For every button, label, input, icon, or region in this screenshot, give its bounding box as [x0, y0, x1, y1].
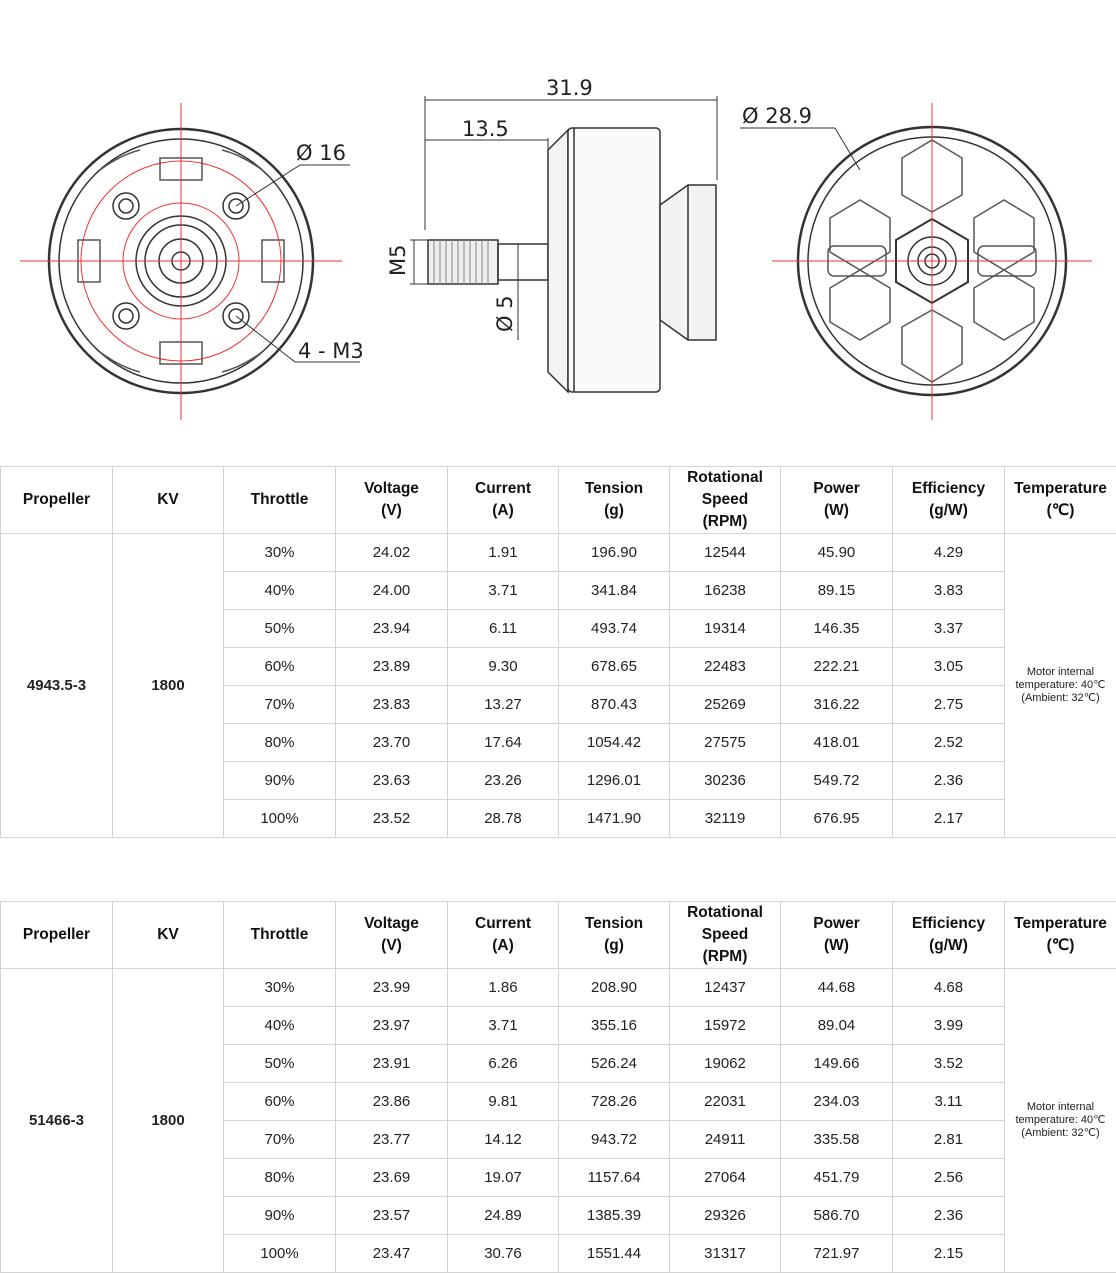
rpm-cell: 25269	[670, 686, 781, 724]
efficiency-cell: 3.37	[893, 610, 1005, 648]
tension-cell: 196.90	[559, 534, 670, 572]
temperature-note-line: Motor internal	[1026, 666, 1095, 678]
column-header	[113, 902, 224, 969]
header-label: Throttle	[250, 926, 309, 943]
tension-cell: 1471.90	[559, 800, 670, 838]
header-label: Voltage	[364, 915, 419, 932]
current-cell: 9.30	[448, 648, 559, 686]
header-label: Propeller	[22, 926, 91, 943]
voltage-cell: 23.97	[336, 1007, 448, 1045]
column-header	[781, 902, 893, 969]
column-header	[224, 467, 336, 534]
voltage-cell: 23.91	[336, 1045, 448, 1083]
throttle-cell: 30%	[224, 534, 336, 572]
power-cell: 335.58	[781, 1121, 893, 1159]
header-label: Throttle	[250, 491, 309, 508]
top-view	[740, 103, 1092, 420]
header-label: Temperature	[1014, 915, 1107, 932]
column-header	[559, 467, 670, 534]
power-cell: 586.70	[781, 1197, 893, 1235]
column-header	[224, 902, 336, 969]
rpm-cell: 30236	[670, 762, 781, 800]
efficiency-cell: 2.36	[893, 762, 1005, 800]
table-row	[1, 969, 1116, 1007]
header-unit: (A)	[492, 502, 514, 519]
kv-cell: 1800	[113, 534, 224, 838]
header-label: Efficiency	[911, 915, 986, 932]
throttle-cell: 90%	[224, 1197, 336, 1235]
voltage-cell: 23.99	[336, 969, 448, 1007]
power-cell: 44.68	[781, 969, 893, 1007]
tension-cell: 870.43	[559, 686, 670, 724]
power-cell: 549.72	[781, 762, 893, 800]
column-header	[893, 902, 1005, 969]
shaft-length-label: 13.5	[462, 117, 509, 141]
throttle-cell: 90%	[224, 762, 336, 800]
shaft-diameter-label: Ø 5	[493, 295, 517, 332]
efficiency-cell: 2.52	[893, 724, 1005, 762]
tension-cell: 678.65	[559, 648, 670, 686]
rpm-cell: 22483	[670, 648, 781, 686]
temperature-note-line: Motor internal	[1026, 1101, 1095, 1113]
column-header	[1, 902, 113, 969]
column-header	[893, 467, 1005, 534]
voltage-cell: 23.69	[336, 1159, 448, 1197]
header-label: KV	[157, 926, 179, 943]
header-unit: (℃)	[1046, 502, 1075, 519]
header-unit: (V)	[381, 502, 402, 519]
rpm-cell: 24911	[670, 1121, 781, 1159]
power-cell: 45.90	[781, 534, 893, 572]
voltage-cell: 24.00	[336, 572, 448, 610]
tension-cell: 1157.64	[559, 1159, 670, 1197]
rpm-cell: 12437	[670, 969, 781, 1007]
voltage-cell: 23.47	[336, 1235, 448, 1273]
current-cell: 3.71	[448, 1007, 559, 1045]
power-cell: 149.66	[781, 1045, 893, 1083]
header-unit: (g/W)	[929, 502, 968, 519]
efficiency-cell: 4.68	[893, 969, 1005, 1007]
column-header	[670, 902, 781, 969]
voltage-cell: 23.52	[336, 800, 448, 838]
temperature-cell	[1005, 534, 1116, 838]
current-cell: 28.78	[448, 800, 559, 838]
efficiency-cell: 3.05	[893, 648, 1005, 686]
efficiency-cell: 2.36	[893, 1197, 1005, 1235]
efficiency-cell: 3.52	[893, 1045, 1005, 1083]
temperature-note-line: temperature: 40℃	[1015, 1114, 1106, 1126]
rpm-cell: 27064	[670, 1159, 781, 1197]
power-cell: 146.35	[781, 610, 893, 648]
efficiency-cell: 2.56	[893, 1159, 1005, 1197]
header-label: Power	[813, 480, 860, 497]
power-cell: 451.79	[781, 1159, 893, 1197]
header-unit: (g/W)	[929, 937, 968, 954]
header-unit: (RPM)	[702, 513, 748, 530]
tension-cell: 1551.44	[559, 1235, 670, 1273]
power-cell: 89.15	[781, 572, 893, 610]
header-label: Temperature	[1014, 480, 1107, 497]
voltage-cell: 23.83	[336, 686, 448, 724]
tension-cell: 1054.42	[559, 724, 670, 762]
current-cell: 6.11	[448, 610, 559, 648]
rpm-cell: 15972	[670, 1007, 781, 1045]
voltage-cell: 23.70	[336, 724, 448, 762]
header-label: Efficiency	[911, 480, 986, 497]
voltage-cell: 23.63	[336, 762, 448, 800]
bell-diameter-label: Ø 28.9	[742, 104, 812, 128]
efficiency-cell: 3.11	[893, 1083, 1005, 1121]
power-cell: 89.04	[781, 1007, 893, 1045]
column-header	[336, 902, 448, 969]
current-cell: 13.27	[448, 686, 559, 724]
tension-cell: 208.90	[559, 969, 670, 1007]
throttle-cell: 50%	[224, 610, 336, 648]
throttle-cell: 60%	[224, 1083, 336, 1121]
power-cell: 222.21	[781, 648, 893, 686]
throttle-cell: 60%	[224, 648, 336, 686]
performance-table-2	[0, 901, 1116, 1273]
column-header	[448, 467, 559, 534]
efficiency-cell: 2.81	[893, 1121, 1005, 1159]
current-cell: 3.71	[448, 572, 559, 610]
propeller-cell: 51466-3	[1, 969, 113, 1273]
mount-circle-label: Ø 16	[296, 141, 346, 165]
throttle-cell: 30%	[224, 969, 336, 1007]
column-header	[1005, 467, 1116, 534]
table-row	[1, 534, 1116, 572]
column-header	[336, 467, 448, 534]
power-cell: 234.03	[781, 1083, 893, 1121]
tension-cell: 493.74	[559, 610, 670, 648]
current-cell: 24.89	[448, 1197, 559, 1235]
throttle-cell: 100%	[224, 1235, 336, 1273]
tension-cell: 728.26	[559, 1083, 670, 1121]
current-cell: 17.64	[448, 724, 559, 762]
rpm-cell: 29326	[670, 1197, 781, 1235]
propeller-cell: 4943.5-3	[1, 534, 113, 838]
header-unit: (℃)	[1046, 937, 1075, 954]
column-header	[670, 467, 781, 534]
voltage-cell: 23.86	[336, 1083, 448, 1121]
power-cell: 418.01	[781, 724, 893, 762]
throttle-cell: 80%	[224, 724, 336, 762]
throttle-cell: 80%	[224, 1159, 336, 1197]
voltage-cell: 24.02	[336, 534, 448, 572]
power-cell: 676.95	[781, 800, 893, 838]
efficiency-cell: 2.17	[893, 800, 1005, 838]
current-cell: 1.86	[448, 969, 559, 1007]
voltage-cell: 23.89	[336, 648, 448, 686]
tension-cell: 355.16	[559, 1007, 670, 1045]
column-header	[559, 902, 670, 969]
performance-table-1	[0, 466, 1116, 838]
tension-cell: 943.72	[559, 1121, 670, 1159]
temperature-cell	[1005, 969, 1116, 1273]
rpm-cell: 16238	[670, 572, 781, 610]
voltage-cell: 23.94	[336, 610, 448, 648]
efficiency-cell: 2.15	[893, 1235, 1005, 1273]
current-cell: 14.12	[448, 1121, 559, 1159]
rpm-cell: 27575	[670, 724, 781, 762]
header-label: Rotational Speed	[687, 904, 763, 943]
throttle-cell: 40%	[224, 1007, 336, 1045]
efficiency-cell: 3.83	[893, 572, 1005, 610]
rpm-cell: 19062	[670, 1045, 781, 1083]
tension-cell: 1296.01	[559, 762, 670, 800]
header-unit: (RPM)	[702, 948, 748, 965]
header-unit: (A)	[492, 937, 514, 954]
throttle-cell: 100%	[224, 800, 336, 838]
current-cell: 30.76	[448, 1235, 559, 1273]
motor-dimension-drawing	[0, 0, 1116, 440]
rpm-cell: 32119	[670, 800, 781, 838]
rpm-cell: 31317	[670, 1235, 781, 1273]
header-unit: (V)	[381, 937, 402, 954]
header-label: Current	[475, 915, 531, 932]
header-row	[1, 467, 1116, 534]
header-row	[1, 902, 1116, 969]
efficiency-cell: 2.75	[893, 686, 1005, 724]
column-header	[113, 467, 224, 534]
temperature-note-line: (Ambient: 32℃)	[1021, 1127, 1100, 1139]
rpm-cell: 22031	[670, 1083, 781, 1121]
column-header	[1005, 902, 1116, 969]
efficiency-cell: 4.29	[893, 534, 1005, 572]
throttle-cell: 70%	[224, 686, 336, 724]
temperature-note-line: (Ambient: 32℃)	[1021, 692, 1100, 704]
current-cell: 19.07	[448, 1159, 559, 1197]
kv-cell: 1800	[113, 969, 224, 1273]
voltage-cell: 23.77	[336, 1121, 448, 1159]
throttle-cell: 70%	[224, 1121, 336, 1159]
header-label: Tension	[584, 480, 644, 497]
overall-length-label: 31.9	[546, 76, 593, 100]
current-cell: 9.81	[448, 1083, 559, 1121]
header-label: Current	[475, 480, 531, 497]
temperature-note-line: temperature: 40℃	[1015, 679, 1106, 691]
voltage-cell: 23.57	[336, 1197, 448, 1235]
mount-holes-label: 4 - M3	[298, 339, 364, 363]
current-cell: 23.26	[448, 762, 559, 800]
column-header	[448, 902, 559, 969]
header-label: Rotational Speed	[687, 469, 763, 508]
rpm-cell: 12544	[670, 534, 781, 572]
tension-cell: 526.24	[559, 1045, 670, 1083]
header-label: Propeller	[22, 491, 91, 508]
side-view	[410, 96, 717, 392]
power-cell: 316.22	[781, 686, 893, 724]
efficiency-cell: 3.99	[893, 1007, 1005, 1045]
current-cell: 6.26	[448, 1045, 559, 1083]
throttle-cell: 50%	[224, 1045, 336, 1083]
tension-cell: 1385.39	[559, 1197, 670, 1235]
header-unit: (g)	[604, 502, 624, 519]
column-header	[781, 467, 893, 534]
header-label: Voltage	[364, 480, 419, 497]
tension-cell: 341.84	[559, 572, 670, 610]
header-label: KV	[157, 491, 179, 508]
header-unit: (W)	[824, 502, 849, 519]
current-cell: 1.91	[448, 534, 559, 572]
thread-label: M5	[386, 244, 410, 276]
header-unit: (g)	[604, 937, 624, 954]
header-unit: (W)	[824, 937, 849, 954]
column-header	[1, 467, 113, 534]
header-label: Tension	[584, 915, 644, 932]
power-cell: 721.97	[781, 1235, 893, 1273]
rpm-cell: 19314	[670, 610, 781, 648]
throttle-cell: 40%	[224, 572, 336, 610]
header-label: Power	[813, 915, 860, 932]
